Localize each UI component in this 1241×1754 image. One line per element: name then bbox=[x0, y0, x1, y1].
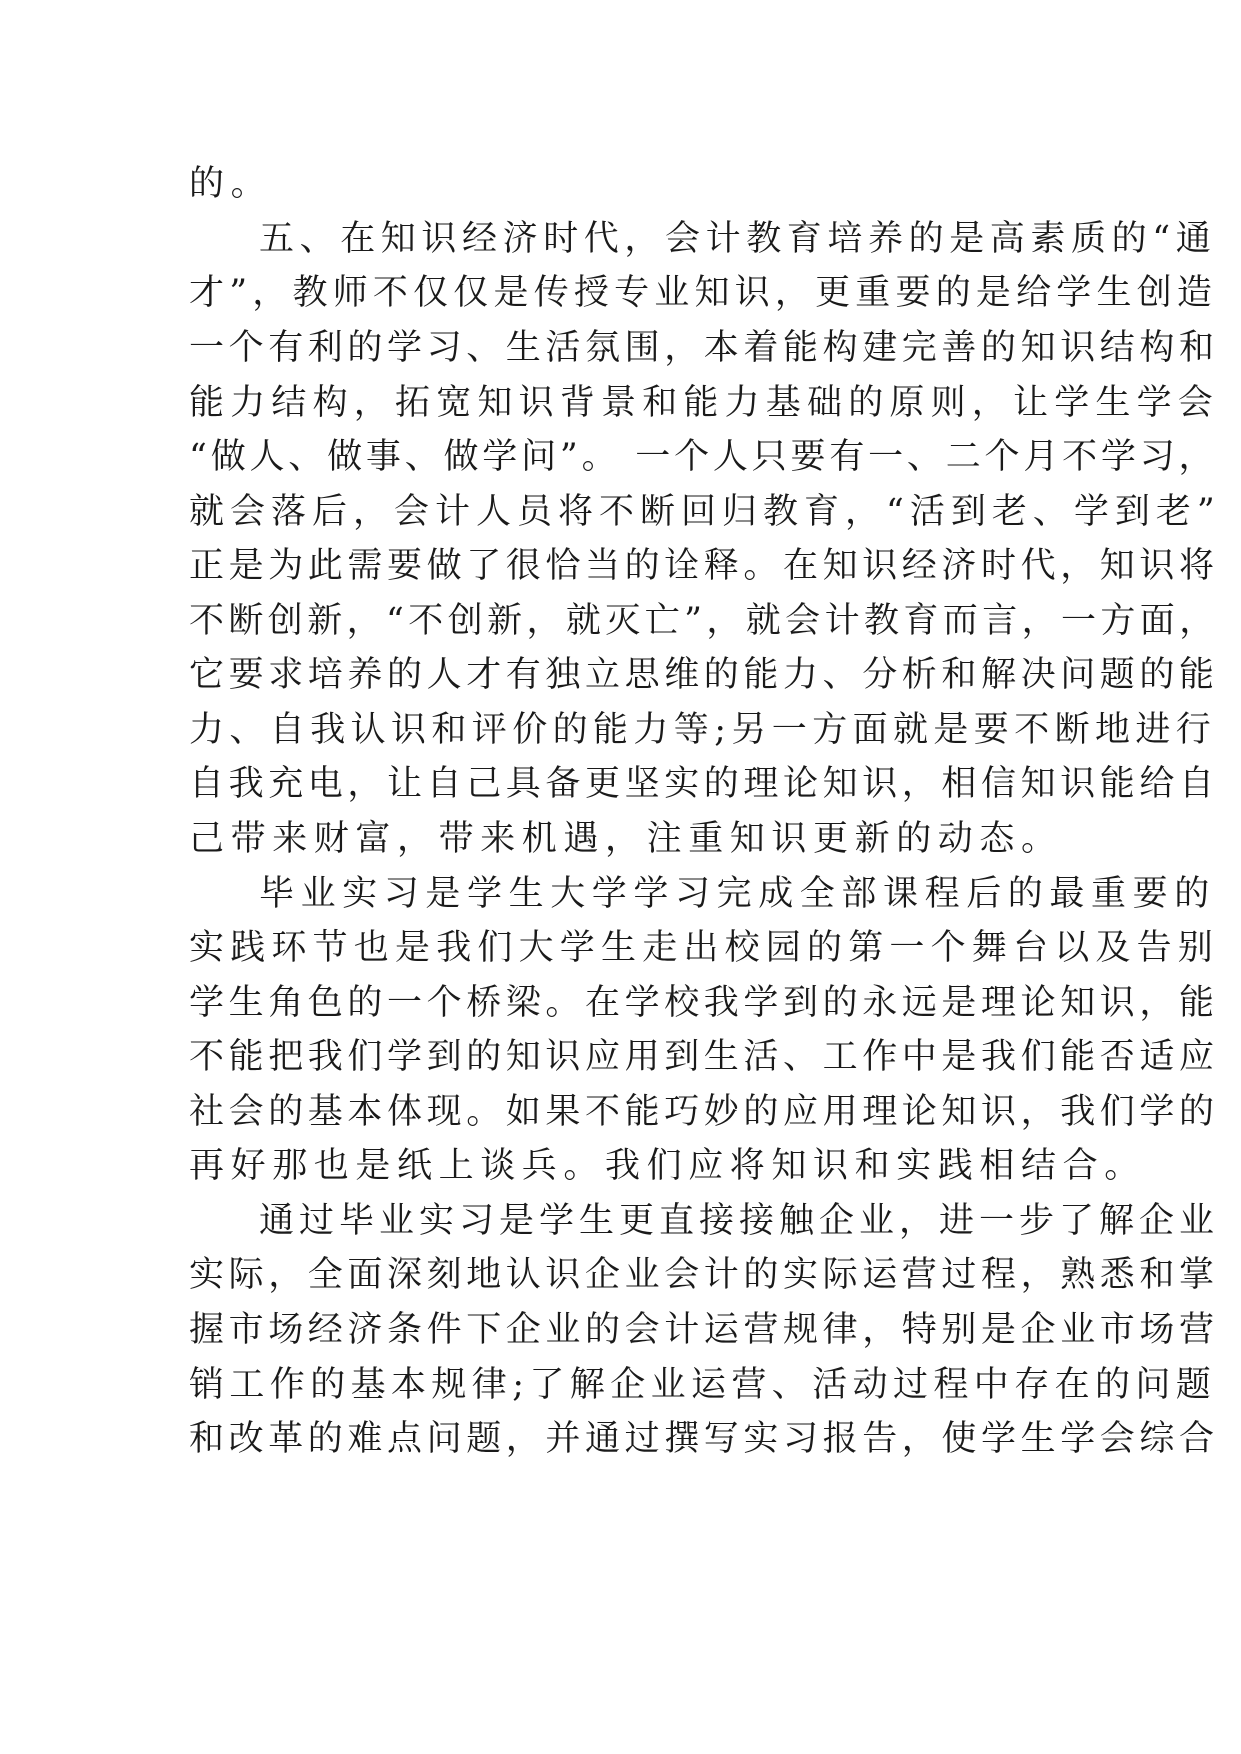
text-line: 握市场经济条件下企业的会计运营规律，特别是企业市场营 bbox=[189, 1310, 1219, 1350]
text-line: 再好那也是纸上谈兵。我们应将知识和实践相结合。 bbox=[189, 1146, 1146, 1186]
text-line: 能力结构，拓宽知识背景和能力基础的原则，让学生学会 bbox=[189, 383, 1220, 423]
text-line: 社会的基本体现。如果不能巧妙的应用理论知识，我们学的 bbox=[189, 1092, 1219, 1132]
paragraph-start-line: 毕业实习是学生大学学习完成全部课程后的最重要的 bbox=[259, 874, 1216, 914]
text-line: 学生角色的一个桥梁。在学校我学到的永远是理论知识，能 bbox=[189, 983, 1219, 1023]
text-line: 力、自我认识和评价的能力等;另一方面就是要不断地进行 bbox=[189, 710, 1217, 750]
text-line: 实践环节也是我们大学生走出校园的第一个舞台以及告别 bbox=[189, 928, 1220, 968]
text-line: 一个有利的学习、生活氛围，本着能构建完善的知识结构和 bbox=[189, 328, 1219, 368]
text-line: 自我充电，让自己具备更坚实的理论知识，相信知识能给自 bbox=[189, 764, 1219, 804]
text-line: 实际，全面深刻地认识企业会计的实际运营过程，熟悉和掌 bbox=[189, 1255, 1219, 1295]
text-line: 销工作的基本规律;了解企业运营、活动过程中存在的问题 bbox=[189, 1365, 1217, 1405]
text-line: 的。 bbox=[189, 164, 273, 204]
text-line: 才”，教师不仅仅是传授专业知识，更重要的是给学生创造 bbox=[189, 273, 1218, 313]
text-line: 和改革的难点问题，并通过撰写实习报告，使学生学会综合 bbox=[189, 1419, 1219, 1459]
text-line: 不断创新，“不创新，就灭亡”，就会计教育而言，一方面， bbox=[189, 601, 1219, 641]
paragraph-start-line: 通过毕业实习是学生更直接接触企业，进一步了解企业 bbox=[259, 1201, 1220, 1241]
text-line: 正是为此需要做了很恰当的诠释。在知识经济时代，知识将 bbox=[189, 546, 1219, 586]
paragraph-start-line: 五、在知识经济时代，会计教育培养的是高素质的“通 bbox=[259, 219, 1217, 259]
text-line: 不能把我们学到的知识应用到生活、工作中是我们能否适应 bbox=[189, 1037, 1219, 1077]
text-line: 己带来财富，带来机遇，注重知识更新的动态。 bbox=[189, 819, 1063, 859]
text-line: 就会落后，会计人员将不断回归教育，“活到老、学到老” bbox=[189, 492, 1221, 532]
text-line: 它要求培养的人才有独立思维的能力、分析和解决问题的能 bbox=[189, 655, 1219, 695]
text-line: “做人、做事、做学问”。 一个人只要有一、二个月不学习， bbox=[189, 437, 1218, 477]
